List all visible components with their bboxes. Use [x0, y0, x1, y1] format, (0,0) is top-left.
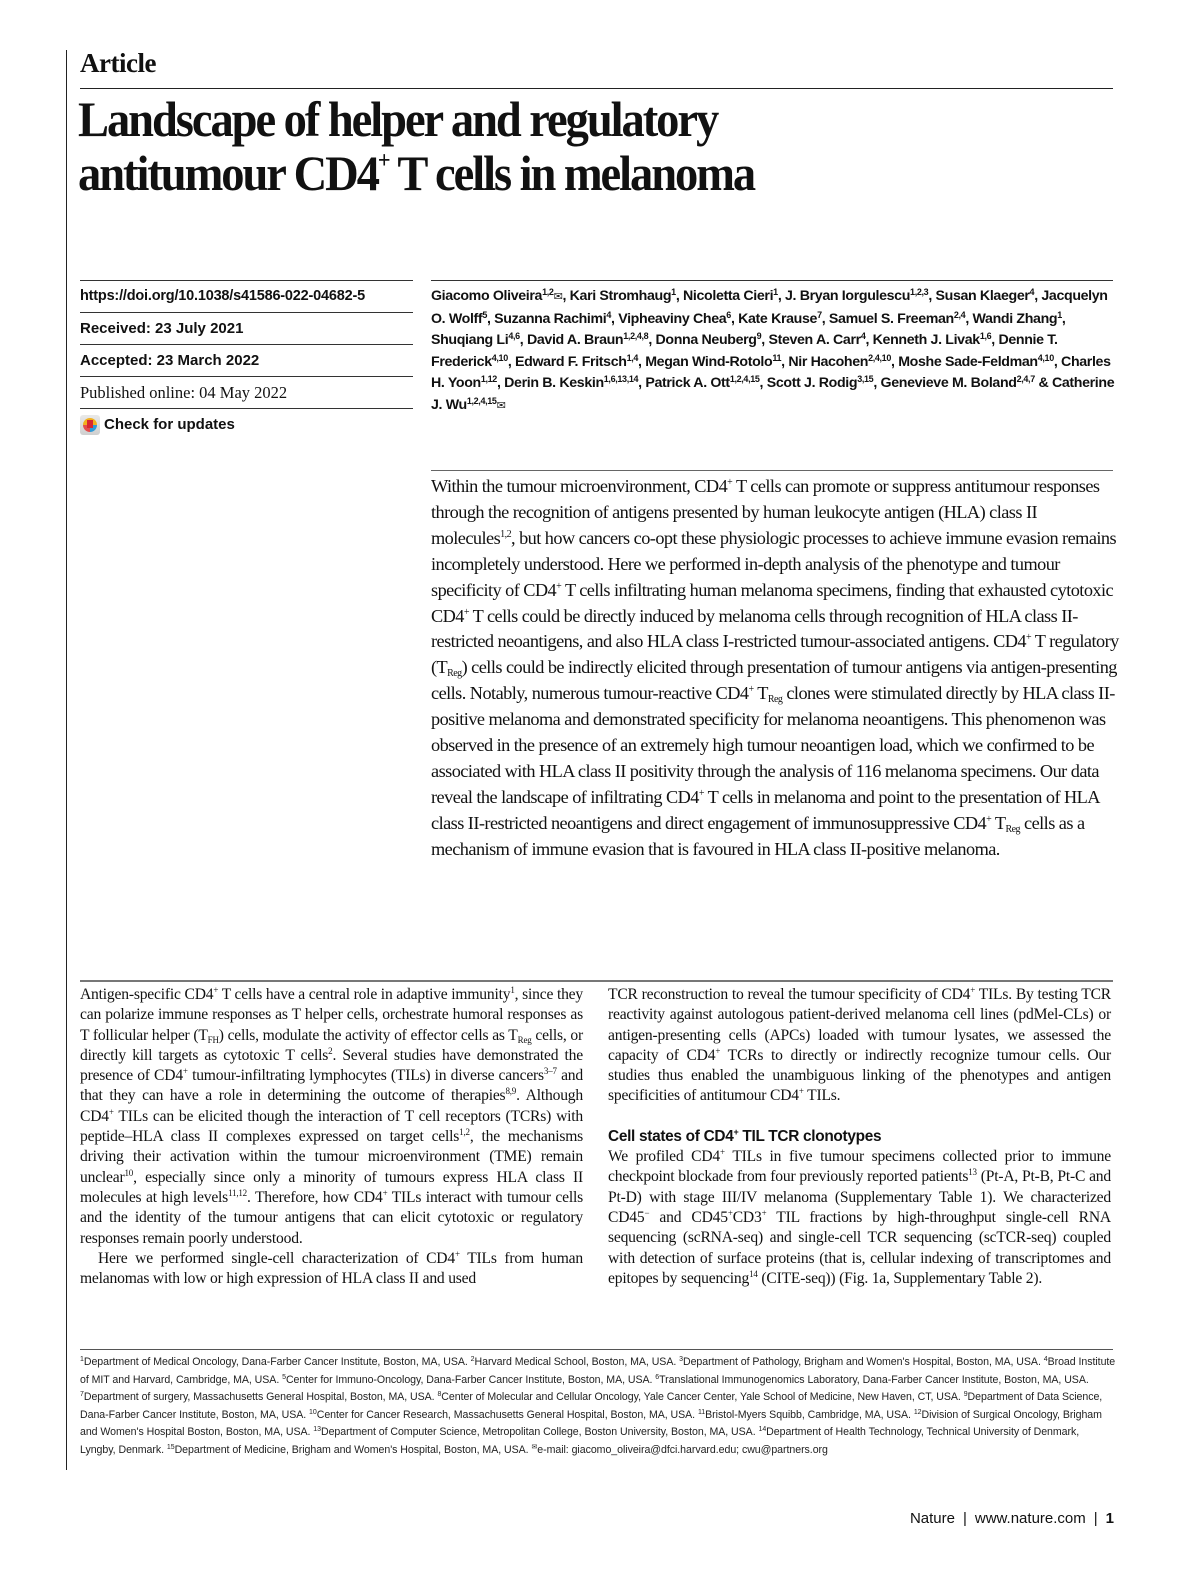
- affiliation-number: 2: [470, 1356, 475, 1363]
- affiliation-text: Department of Pathology, Brigham and Women's Hospital, Boston, MA, USA.: [682, 1356, 1044, 1368]
- contact-email[interactable]: e-mail: giacomo_oliveira@dfci.harvard.edu; cwu@partners.org: [537, 1443, 828, 1456]
- affiliation-number: 6: [655, 1373, 660, 1381]
- abstract-rule: [431, 470, 1113, 471]
- author-affiliation-ref: 1: [671, 287, 676, 297]
- citation-ref[interactable]: 3–7: [543, 1066, 557, 1077]
- affiliation-number: 5: [282, 1373, 286, 1381]
- affiliations-rule: [80, 1349, 1113, 1350]
- abstract: Within the tumour microenvironment, CD4+ T cells can promote or suppress antitumour responses through the recognition of antigens presented by human leukocyte antigen (HLA) class II molecules$^{1,2}$, but how cancers co-opt these physiologic processes to achieve immune evasion remains incompletely understood. Here we performed in-depth analysis of the phenotype and tumour specificity of CD4+ T cells infiltrating human melanoma specimens, finding that exhausted cytotoxic CD4+ T cells could be directly induced by melanoma cells through recognition of HLA class II-restricted neoantigens, and also HLA class I-restricted tumour-associated antigens. CD4+ T regulatory $(T_{Reg})$ cells could be indirectly elicited through presentation of tumour antigens via antigen-presenting cells. Notably, numerous tumour-reactive CD4+ $T_{Reg}$ clones were stimulated directly by HLA class II-positive melanoma and demonstrated specificity for melanoma neoantigens. This phenomenon was observed in the presence of an extremely high tumour neoantigen load, which we confirmed to be associated with HLA class II positivity through the analysis of 116 melanoma specimens. Our data reveal the landscape of infiltrating CD4+ T cells in melanoma and point to the presentation of HLA class II-restricted neoantigens and direct engagement of immunosuppressive CD4+ $T_{Reg}$ cells as a mechanism of immune evasion that is favoured in HLA class II-positive melanoma.: [431, 476, 1119, 859]
- affiliation-text: Department of Health Technology, Technical University of Denmark, Lyngby, Denmark.: [80, 1426, 1080, 1456]
- author-affiliation-ref: 11: [772, 352, 782, 363]
- author-affiliation-ref: 1,6,13,14: [603, 374, 639, 385]
- author-affiliation-ref: 4,6: [508, 331, 520, 342]
- header-rule: [80, 88, 1113, 89]
- author-affiliation-ref: 2,4,7: [1016, 374, 1035, 385]
- author-affiliation-ref: 4: [1029, 287, 1035, 297]
- email-icon[interactable]: ✉: [496, 399, 506, 412]
- body-paragraph: We profiled CD4+ TILs in five tumour specimens collected prior to immune checkpoint blockade from four previously reported patients$^{13}$ (Pt-A, Pt-B, Pt-C and Pt-D) with stage III/IV melanoma (Supplementary Table 1). We characterized CD45− and CD45+CD3+ TIL fractions by high-throughput single-cell RNA sequencing (scRNA-seq) and single-cell TCR sequencing (scTCR-seq) coupled with detection of surface proteins (that is, cellular indexing of transcriptomes and epitopes by sequencing$^{14}$ (CITE-seq)) (Fig. 1a, Supplementary Table 2).: [608, 1147, 1111, 1287]
- author-name[interactable]: David A. Braun: [526, 332, 624, 349]
- authors-rule: [431, 280, 1113, 281]
- author-name[interactable]: Vipheaviny Chea: [618, 310, 727, 327]
- author-affiliation-ref: 1,2,4,15: [729, 374, 760, 385]
- author-name[interactable]: Nicoletta Cieri: [683, 288, 774, 304]
- affiliations: [80, 1354, 1116, 1459]
- author-affiliation-ref: 1,2,4,15: [466, 395, 497, 406]
- affiliation-text: Center for Cancer Research, Massachusetts General Hospital, Boston, MA, USA.: [316, 1408, 698, 1421]
- author-affiliation-ref: 6: [726, 309, 731, 320]
- author-affiliation-ref: 2,4,10: [868, 352, 891, 363]
- citation-ref[interactable]: 11,12: [228, 1187, 247, 1198]
- affiliation-number: 3: [679, 1356, 683, 1363]
- author-name[interactable]: Catherine J. Wu: [431, 375, 1115, 413]
- affiliation-text: Division of Surgical Oncology, Brigham and Women's Hospital Boston, Boston, MA, USA.: [80, 1408, 1102, 1438]
- citation-ref[interactable]: 10: [124, 1167, 134, 1178]
- check-for-updates-button[interactable]: Check for updates: [80, 408, 413, 440]
- published-date: Published online: 04 May 2022: [80, 376, 413, 408]
- author-name[interactable]: Nir Hacohen: [788, 353, 869, 370]
- affiliation-text: Department of Data Science, Dana-Farber Cancer Institute, Boston, MA, USA.: [80, 1391, 1103, 1421]
- author-affiliation-ref: 4: [606, 309, 612, 320]
- author-name[interactable]: Genevieve M. Boland: [880, 375, 1017, 392]
- page-title: Landscape of helper and regulatory antitumour CD4+ T cells in melanoma: [78, 91, 755, 201]
- affiliation-number: 8: [437, 1391, 442, 1398]
- affiliation-number: 7: [80, 1391, 84, 1398]
- author-name[interactable]: Giacomo Oliveira: [431, 288, 543, 304]
- affiliation-text: Center of Molecular and Cellular Oncology, Yale Cancer Center, Yale School of Medicine, New Haven, CT, USA.: [441, 1391, 964, 1403]
- citation-ref[interactable]: 1,2: [459, 1127, 470, 1138]
- page-number: 1: [1105, 1510, 1114, 1527]
- author-affiliation-ref: 4,10: [1037, 352, 1054, 363]
- author-affiliation-ref: 1,2,3: [910, 287, 929, 297]
- journal-url[interactable]: www.nature.com: [974, 1510, 1086, 1527]
- author-name[interactable]: Steven A. Carr: [768, 332, 861, 349]
- author-affiliation-ref: 1: [773, 287, 778, 297]
- author-name[interactable]: Suzanna Rachimi: [494, 310, 607, 327]
- affiliation-number: 14: [758, 1426, 767, 1433]
- author-name[interactable]: Kate Krause: [738, 310, 818, 327]
- affiliation-text: Harvard Medical School, Boston, MA, USA.: [474, 1356, 680, 1368]
- citation-ref[interactable]: 13: [968, 1167, 977, 1178]
- author-name[interactable]: J. Bryan Iorgulescu: [785, 288, 911, 304]
- affiliation-number: 11: [697, 1408, 706, 1416]
- author-affiliation-ref: 1,2,4,8: [623, 331, 649, 342]
- author-name[interactable]: Charles H. Yoon: [431, 353, 1111, 392]
- affiliation-number: 4: [1043, 1356, 1048, 1363]
- author-affiliation-ref: 1,4: [626, 352, 639, 363]
- accepted-date: Accepted: 23 March 2022: [80, 344, 413, 376]
- author-affiliation-ref: 5: [482, 309, 487, 320]
- author-affiliation-ref: 4: [860, 331, 866, 342]
- affiliation-number: 1: [80, 1356, 84, 1363]
- affiliation-text: Department of Medicine, Brigham and Women's Hospital, Boston, MA, USA.: [174, 1443, 532, 1456]
- affiliation-number: 9: [963, 1391, 968, 1398]
- author-affiliation-ref: 4,10: [491, 352, 508, 363]
- body-paragraph: TCR reconstruction to reveal the tumour specificity of CD4+ TILs. By testing TCR reactivity against autologous patient-derived melanoma cell lines (pdMel-CLs) or antigen-presenting cells (APCs) loaded with tumour lysates, we assessed the capacity of CD4+ TCRs to directly or indirectly recognize tumour cells. Our studies thus enabled the unambiguous linking of the phenotypes and antigen specificities of antitumour CD4+ TILs.: [608, 985, 1111, 1105]
- email-icon[interactable]: ✉: [553, 291, 563, 303]
- author-name[interactable]: Shuqiang Li: [431, 332, 509, 349]
- author-name[interactable]: Kenneth J. Livak: [872, 332, 980, 349]
- author-affiliation-ref: 1,12: [480, 374, 497, 385]
- margin-rule: [66, 50, 67, 1470]
- author-affiliation-ref: 3,15: [857, 374, 874, 385]
- affiliation-number: 15: [166, 1443, 175, 1451]
- affiliation-text: Translational Immunogenomics Laboratory, Dana-Farber Cancer Institute, Boston, MA, USA.: [659, 1373, 1089, 1386]
- citation-ref[interactable]: 2: [328, 1045, 333, 1056]
- author-name[interactable]: Jacquelyn O. Wolff: [431, 288, 1108, 327]
- author-affiliation-ref: 7: [817, 309, 822, 320]
- page-footer: Nature | www.nature.com | 1: [909, 1510, 1114, 1527]
- author-name[interactable]: Susan Klaeger: [935, 288, 1030, 304]
- author-name[interactable]: Donna Neuberg: [655, 332, 757, 349]
- author-affiliation-ref: 1: [1057, 309, 1062, 320]
- citation-ref[interactable]: 14: [749, 1268, 758, 1279]
- author-name[interactable]: Wandi Zhang: [972, 310, 1058, 327]
- affiliation-text: Department of surgery, Massachusetts General Hospital, Boston, MA, USA.: [83, 1391, 438, 1403]
- affiliation-number: 10: [309, 1408, 317, 1416]
- affiliation-text: Center for Immuno-Oncology, Dana-Farber Cancer Institute, Boston, MA, USA.: [285, 1373, 656, 1386]
- author-name[interactable]: Megan Wind-Rotolo: [645, 353, 773, 370]
- author-name[interactable]: Edward F. Fritsch: [515, 353, 627, 370]
- journal-name: Nature: [909, 1510, 955, 1527]
- author-name[interactable]: Scott J. Rodig: [766, 375, 858, 392]
- article-type-label: Article: [80, 48, 156, 78]
- author-name[interactable]: Moshe Sade-Feldman: [898, 353, 1038, 370]
- crossmark-icon: [80, 415, 100, 435]
- body-column-left: [80, 985, 583, 1289]
- email-icon: ✉: [531, 1443, 538, 1451]
- section-heading: Cell states of CD4+ TIL TCR clonotypes: [608, 1126, 882, 1145]
- citation-ref[interactable]: 1,2: [500, 528, 512, 540]
- affiliation-number: 12: [913, 1408, 922, 1416]
- author-affiliation-ref: 2,4: [953, 309, 966, 320]
- author-name[interactable]: Dennie T. Frederick: [431, 332, 1058, 370]
- citation-ref[interactable]: 8,9: [505, 1086, 517, 1097]
- author-name[interactable]: Patrick A. Ott: [645, 375, 730, 392]
- received-date: Received: 23 July 2021: [80, 312, 413, 344]
- body-rule: [80, 980, 1113, 982]
- body-paragraph: Here we performed single-cell characterization of CD4+ TILs from human melanomas with low or high expression of HLA class II and used: [80, 1248, 583, 1288]
- author-affiliation-ref: 1,2: [542, 287, 554, 297]
- affiliation-number: 13: [313, 1426, 321, 1433]
- author-name[interactable]: Derin B. Keskin: [504, 375, 604, 392]
- article-metadata: [80, 280, 413, 440]
- affiliation-text: Broad Institute of MIT and Harvard, Cambridge, MA, USA.: [80, 1356, 1116, 1386]
- affiliation-text: Department of Medical Oncology, Dana-Farber Cancer Institute, Boston, MA, USA.: [83, 1356, 471, 1368]
- author-name[interactable]: Samuel S. Freeman: [828, 310, 954, 327]
- affiliation-text: Department of Computer Science, Metropolitan College, Boston University, Boston, MA, USA.: [320, 1426, 759, 1438]
- author-name[interactable]: Kari Stromhaug: [569, 288, 672, 304]
- author-affiliation-ref: 9: [756, 331, 762, 342]
- body-paragraph: Antigen-specific CD4+ T cells have a central role in adaptive immunity$^1$, since they can polarize immune responses as T helper cells, orchestrate humoral responses as T follicular helper $(T_{FH})$ cells, modulate the activity of effector cells as $T_{Reg}$ cells, or directly kill targets as cytotoxic T cells$^2$. Several studies have demonstrated the presence of CD4+ tumour-infiltrating lymphocytes (TILs) in diverse cancers$^{3-7}$ and that they can have a role in determining the outcome of therapies$^{8,9}$. Although CD4+ TILs can be elicited though the interaction of T cell receptors (TCRs) with peptide–HLA class II complexes expressed on target cells$^{1,2}$, the mechanisms driving their activation within the tumour microenvironment (TME) remain unclear$^{10}$, especially since only a minority of tumours express HLA class II molecules at high levels$^{11,12}$. Therefore, how CD4+ TILs interact with tumour cells and the identity of the tumour antigens that can elicit cytotoxic or regulatory responses remain poorly understood.: [80, 985, 584, 1247]
- affiliation-text: Bristol-Myers Squibb, Cambridge, MA, USA.: [705, 1408, 914, 1421]
- body-column-right: [608, 985, 1111, 1289]
- doi-link[interactable]: https://doi.org/10.1038/s41586-022-04682-5: [80, 280, 413, 312]
- citation-ref[interactable]: 1: [510, 985, 515, 995]
- author-affiliation-ref: 1,6: [979, 331, 992, 342]
- author-list: Giacomo Oliveira$^{1,2}$✉, Kari Stromhaug$^1$, Nicoletta Cieri$^1$, J. Bryan Iorgulescu$^{1,2,3}$, Susan Klaeger$^4$, Jacquelyn O. Wolff$^5$, Suzanna Rachimi$^4$, Vipheaviny Chea$^6$, Kate Krause$^7$, Samuel S. Freeman$^{2,4}$, Wandi Zhang$^1$, Shuqiang Li$^{4,6}$, David A. Braun$^{1,2,4,8}$, Donna Neuberg$^9$, Steven A. Carr$^4$, Kenneth J. Livak$^{1,6}$, Dennie T. Frederick$^{4,10}$, Edward F. Fritsch$^{1,4}$, Megan Wind-Rotolo$^{11}$, Nir Hacohen$^{2,4,10}$, Moshe Sade-Feldman$^{4,10}$, Charles H. Yoon$^{1,12}$, Derin B. Keskin$^{1,6,13,14}$, Patrick A. Ott$^{1,2,4,15}$, Scott J. Rodig$^{3,15}$, Genevieve M. Boland$^{2,4,7}$ & Catherine J. Wu$^{1,2,4,15}$✉: [431, 287, 1115, 413]
